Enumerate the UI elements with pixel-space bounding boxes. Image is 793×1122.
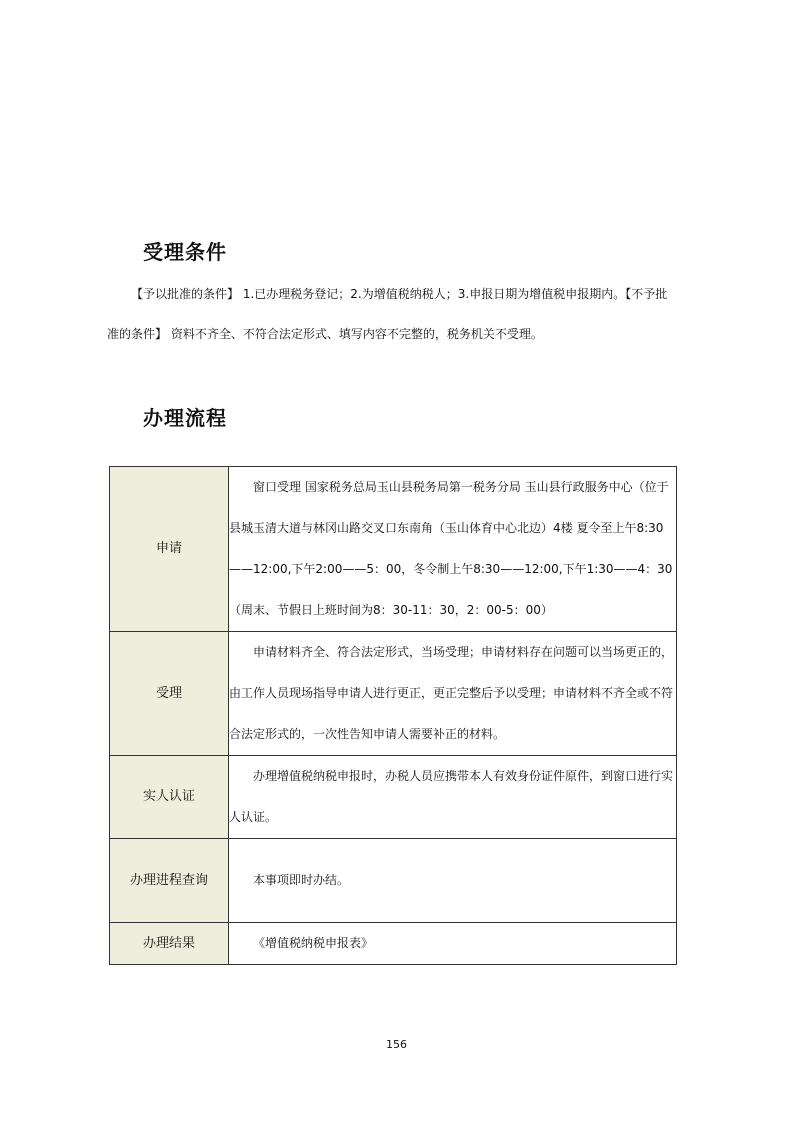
row-label-identity-verification: 实人认证	[110, 756, 229, 839]
approve-conditions-text: 1.已办理税务登记；2.为增值税纳税人；3.申报日期为增值税申报期内。	[242, 287, 626, 301]
row-label-result: 办理结果	[110, 923, 229, 965]
row-content-result: 《增值税纳税申报表》	[229, 923, 677, 965]
table-row	[110, 632, 677, 756]
acceptance-conditions-paragraph	[107, 274, 677, 354]
approve-conditions-label: 【予以批准的条件】	[131, 287, 240, 301]
row-label-apply: 申请	[110, 467, 229, 632]
row-label-progress-query: 办理进程查询	[110, 839, 229, 923]
row-content-apply: 窗口受理 国家税务总局玉山县税务局第一税务分局 玉山县行政服务中心（位于县城玉清大道与林冈山路交叉口东南角（玉山体育中心北边）4楼 夏令至上午8:30——12:00,下午2:00——5：00，冬令制上午8:30——12:00,下午1:30——4：30（周末、节假日上班时间为8：30-11：30，2：00-5：00）	[229, 467, 677, 632]
page-number: 156	[386, 1038, 407, 1051]
row-content-accept: 申请材料齐全、符合法定形式，当场受理；申请材料存在问题可以当场更正的，由工作人员现场指导申请人进行更正，更正完整后予以受理；申请材料不齐全或不符合法定形式的，一次性告知申请人需要补正的材料。	[229, 632, 677, 756]
table-row	[110, 839, 677, 923]
table-row	[110, 923, 677, 965]
row-label-accept: 受理	[110, 632, 229, 756]
process-table	[109, 466, 677, 965]
reject-conditions-text: 资料不齐全、不符合法定形式、填写内容不完整的，税务机关不受理。	[170, 327, 543, 341]
row-content-progress-query: 本事项即时办结。	[229, 839, 677, 923]
section-title-process: 办理流程	[143, 406, 227, 430]
section-title-acceptance-conditions: 受理条件	[143, 240, 227, 264]
reject-conditions-label: 【不予批准的条件】	[107, 287, 668, 341]
table-row	[110, 467, 677, 632]
row-content-identity-verification: 办理增值税纳税申报时，办税人员应携带本人有效身份证件原件，到窗口进行实人认证。	[229, 756, 677, 839]
table-row	[110, 756, 677, 839]
